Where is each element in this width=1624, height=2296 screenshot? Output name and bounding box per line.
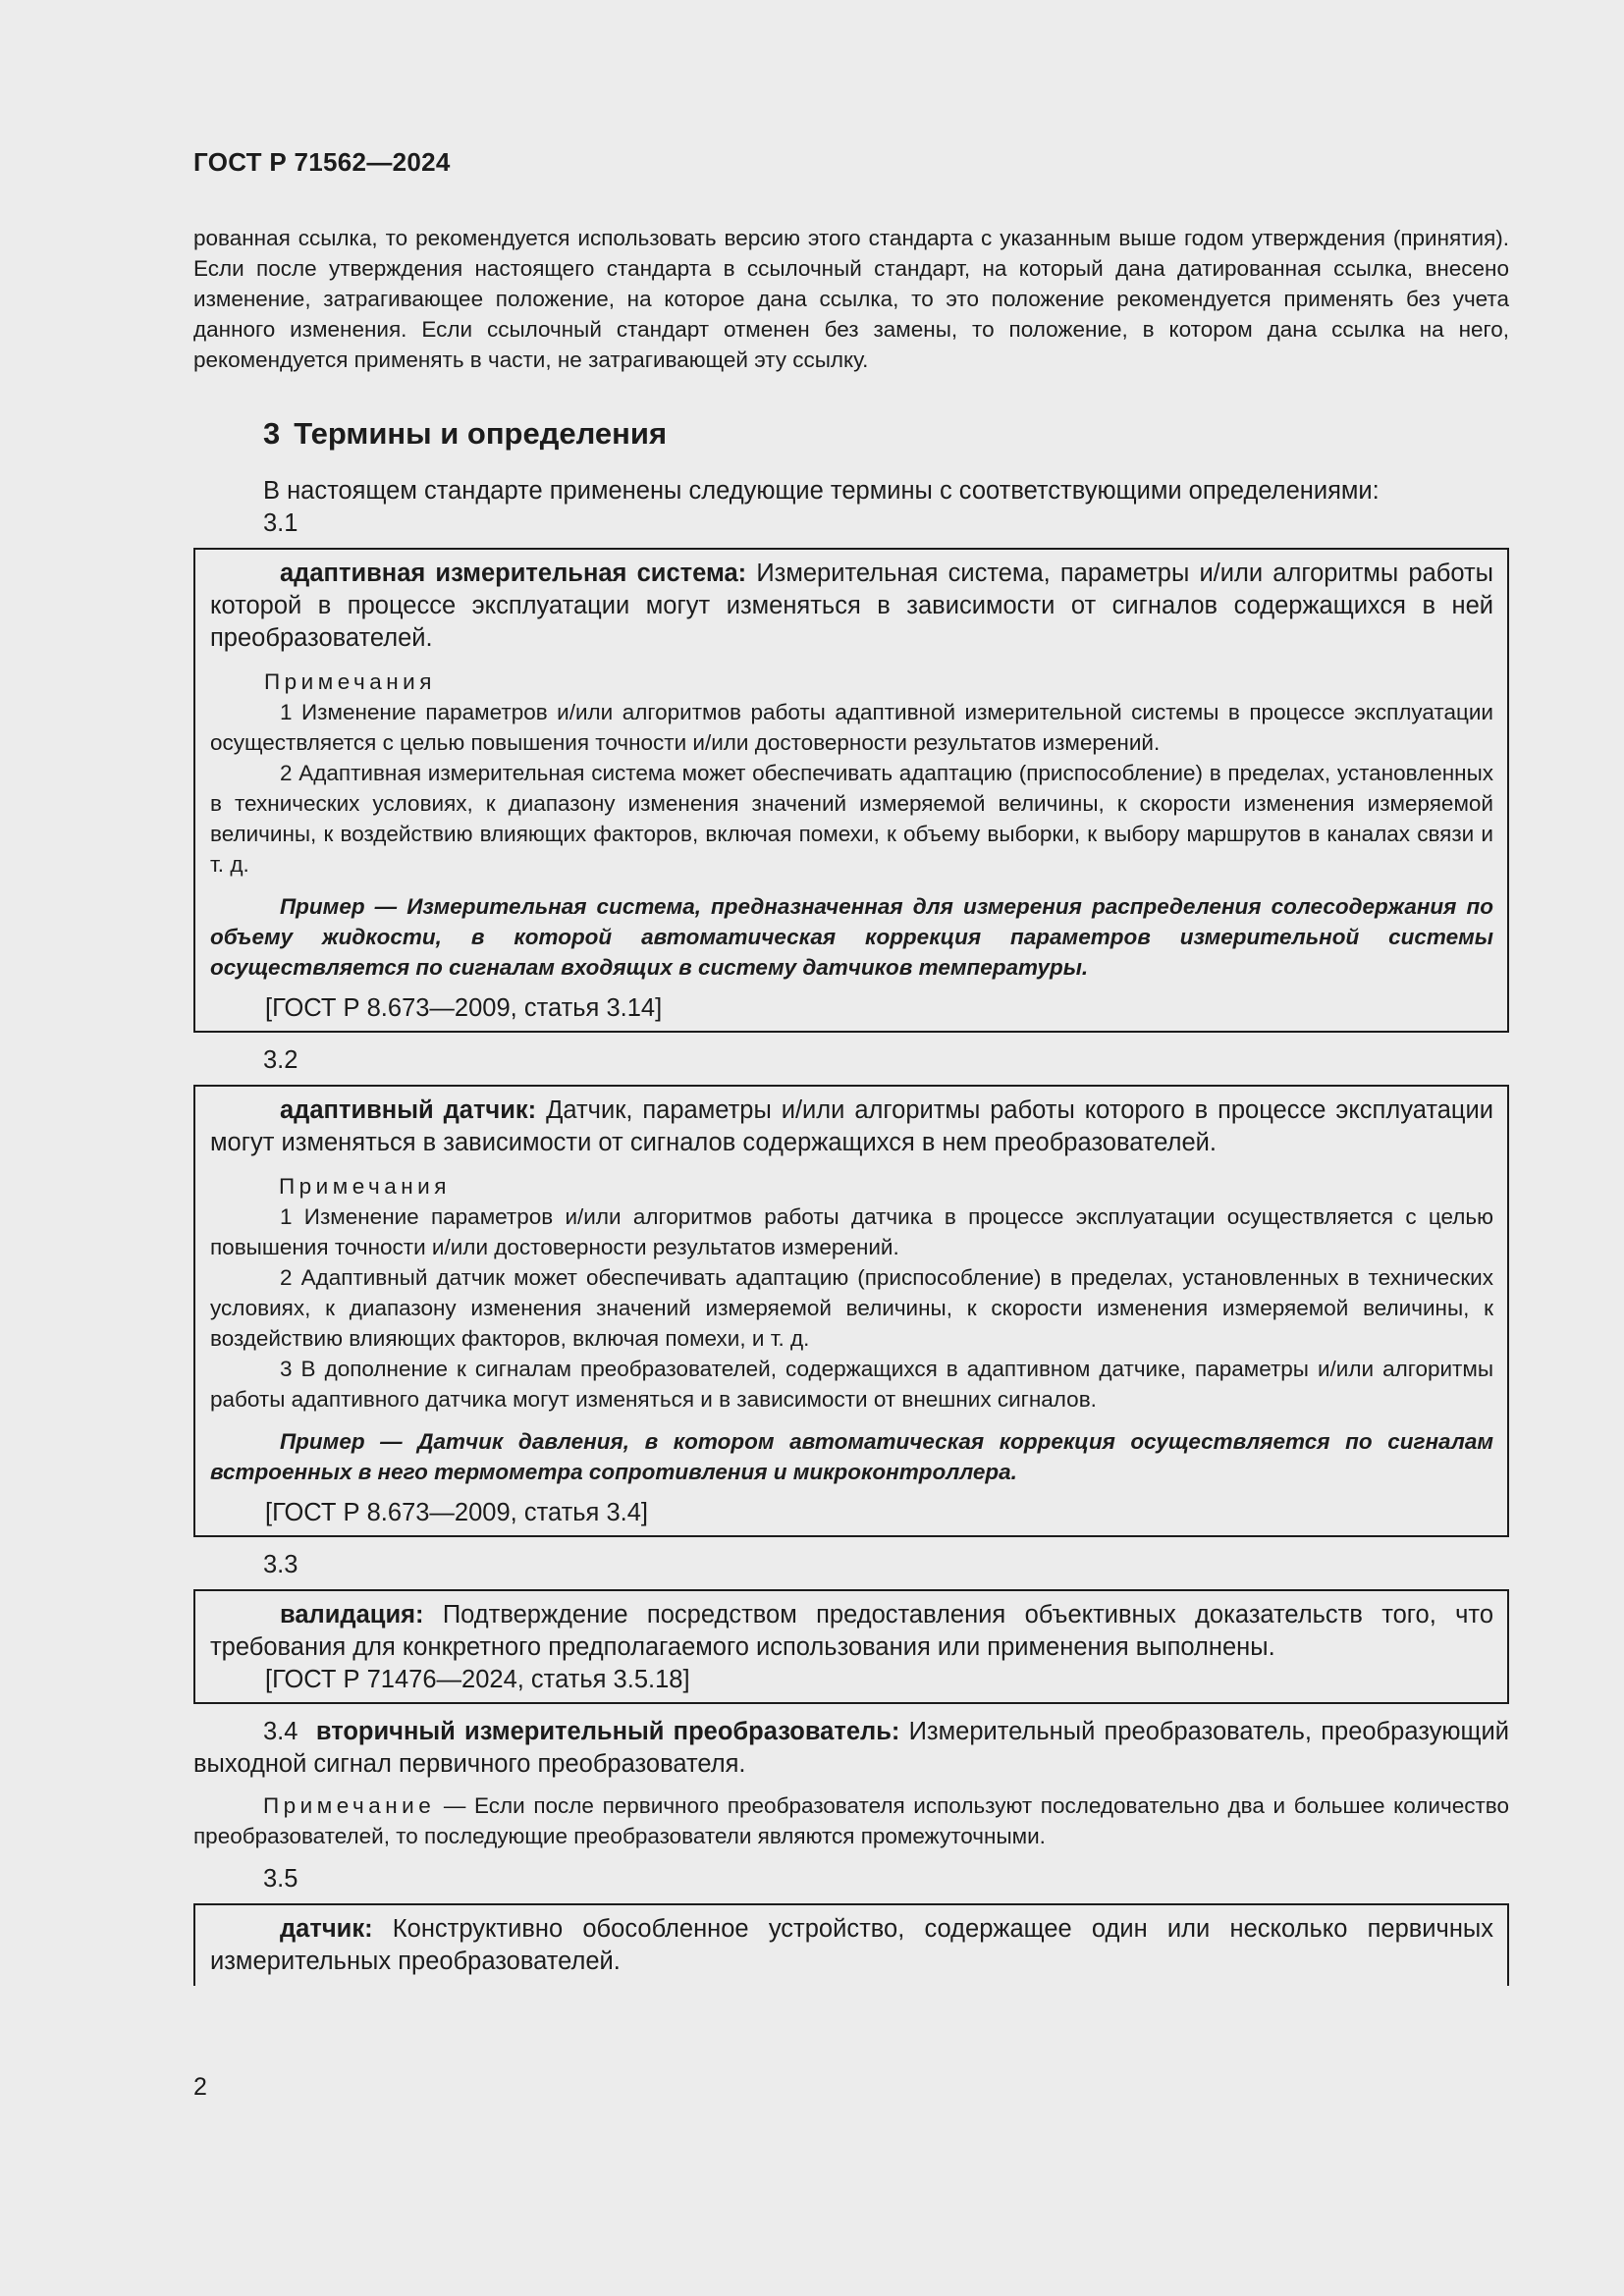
definition-text: Датчик, параметры и/или алгоритмы работы которого в процессе эксплуатации могут изменяться в зависимости от сигналов содержащихся в нем преобразователей. — [210, 1096, 1493, 1156]
definition-text: Измерительный преобразователь, преобразующий выходной сигнал первичного преобразователя. — [193, 1718, 1509, 1778]
term-name: вторичный измерительный преобразователь: — [315, 1718, 900, 1745]
note-item: 2 Адаптивная измерительная система может обеспечивать адаптацию (приспособление) в пределах, установленных в технических условиях, к диапазону изменения значений измеряемой величины, к скорости изменения измеряемой величины, к воздействию влияющих факторов, включая помехи, к объему выборки, к выбору маршрутов в каналах связи и т. д. — [210, 761, 1493, 877]
section-title: Термины и определения — [294, 416, 668, 451]
term-number: 3.4 — [263, 1718, 298, 1745]
page-number: 2 — [193, 2073, 207, 2101]
source-reference: [ГОСТ Р 8.673—2009, статья 3.14] — [265, 994, 663, 1022]
term-number: 3.5 — [263, 1865, 298, 1893]
note-label: Примечание — [263, 1793, 436, 1818]
note-item: 3 В дополнение к сигналам преобразователей, содержащихся в адаптивном датчике, параметры и/или алгоритмы работы адаптивного датчика могут изменяться и в зависимости от внешних сигналов. — [210, 1357, 1493, 1412]
term-name: валидация: — [280, 1601, 424, 1629]
term-name: датчик: — [280, 1915, 373, 1943]
example-text: Пример — Датчик давления, в котором автоматическая коррекция осуществляется по сигналам встроенных в него термометра сопротивления и микроконтроллера. — [210, 1429, 1493, 1484]
document-header: ГОСТ Р 71562—2024 — [193, 147, 451, 177]
example-text: Пример — Измерительная система, предназначенная для измерения распределения солесодержания по объему жидкости, в которой автоматическая коррекция параметров измерительной системы осуществляется по сигналам входящих в систему датчиков температуры. — [210, 894, 1493, 980]
notes-title: Примечания — [279, 1174, 451, 1199]
term-note-3-4 — [193, 1790, 1509, 1851]
term-box-3-2 — [193, 1085, 1509, 1537]
section-intro: В настоящем стандарте применены следующие термины с соответствующими определениями: — [263, 477, 1380, 505]
note-item: 1 Изменение параметров и/или алгоритмов работы датчика в процессе эксплуатации осуществляется с целью повышения точности и/или достоверности результатов измерений. — [210, 1204, 1493, 1259]
term-definition — [210, 1599, 1493, 1664]
notes-title: Примечания — [264, 669, 436, 694]
term-box-3-3 — [193, 1589, 1509, 1704]
term-number: 3.1 — [263, 509, 298, 537]
term-definition — [210, 558, 1493, 655]
source-reference: [ГОСТ Р 8.673—2009, статья 3.4] — [265, 1499, 648, 1526]
note-text: — Если после первичного преобразователя используют последовательно два и большее количество преобразователей, то последующие преобразователи являются промежуточными. — [193, 1793, 1509, 1848]
term-box-3-1 — [193, 548, 1509, 1033]
source-reference: [ГОСТ Р 71476—2024, статья 3.5.18] — [265, 1666, 690, 1693]
term-definition — [210, 1095, 1493, 1159]
intro-paragraph: рованная ссылка, то рекомендуется использовать версию этого стандарта с указанным выше годом утверждения (принятия). Если после утверждения настоящего стандарта в ссылочный стандарт, на который дана датированная ссылка, внесено изменение, затрагивающее положение, на которое дана ссылка, то это положение рекомендуется применять без учета данного изменения. Если ссылочный стандарт отменен без замены, то положение, в котором дана ссылка на него, рекомендуется применять в части, не затрагивающей эту ссылку. — [193, 226, 1509, 372]
term-definition-3-4 — [193, 1716, 1509, 1781]
definition-text: Подтверждение посредством предоставления объективных доказательств того, что требования для конкретного предполагаемого использования или применения выполнены. — [210, 1601, 1493, 1661]
term-name: адаптивный датчик: — [280, 1096, 537, 1124]
term-box-3-5 — [193, 1903, 1509, 1986]
note-item: 2 Адаптивный датчик может обеспечивать адаптацию (приспособление) в пределах, установленных в технических условиях, к диапазону изменения значений измеряемой величины, к скорости изменения измеряемой величины, к воздействию влияющих факторов, включая помехи, и т. д. — [210, 1265, 1493, 1351]
section-number: 3 — [263, 416, 281, 451]
note-item: 1 Изменение параметров и/или алгоритмов работы адаптивной измерительной системы в процессе эксплуатации осуществляется с целью повышения точности и/или достоверности результатов измерений. — [210, 700, 1493, 755]
term-number: 3.2 — [263, 1046, 298, 1074]
section-heading — [193, 414, 1509, 454]
term-number: 3.3 — [263, 1551, 298, 1578]
definition-text: Конструктивно обособленное устройство, содержащее один или несколько первичных измерительных преобразователей. — [210, 1915, 1493, 1975]
definition-text: Измерительная система, параметры и/или алгоритмы работы которой в процессе эксплуатации могут изменяться в зависимости от сигналов содержащихся в ней преобразователей. — [210, 560, 1493, 652]
term-definition — [210, 1913, 1493, 1978]
page-content — [193, 223, 1509, 1986]
term-name: адаптивная измерительная система: — [280, 560, 747, 587]
